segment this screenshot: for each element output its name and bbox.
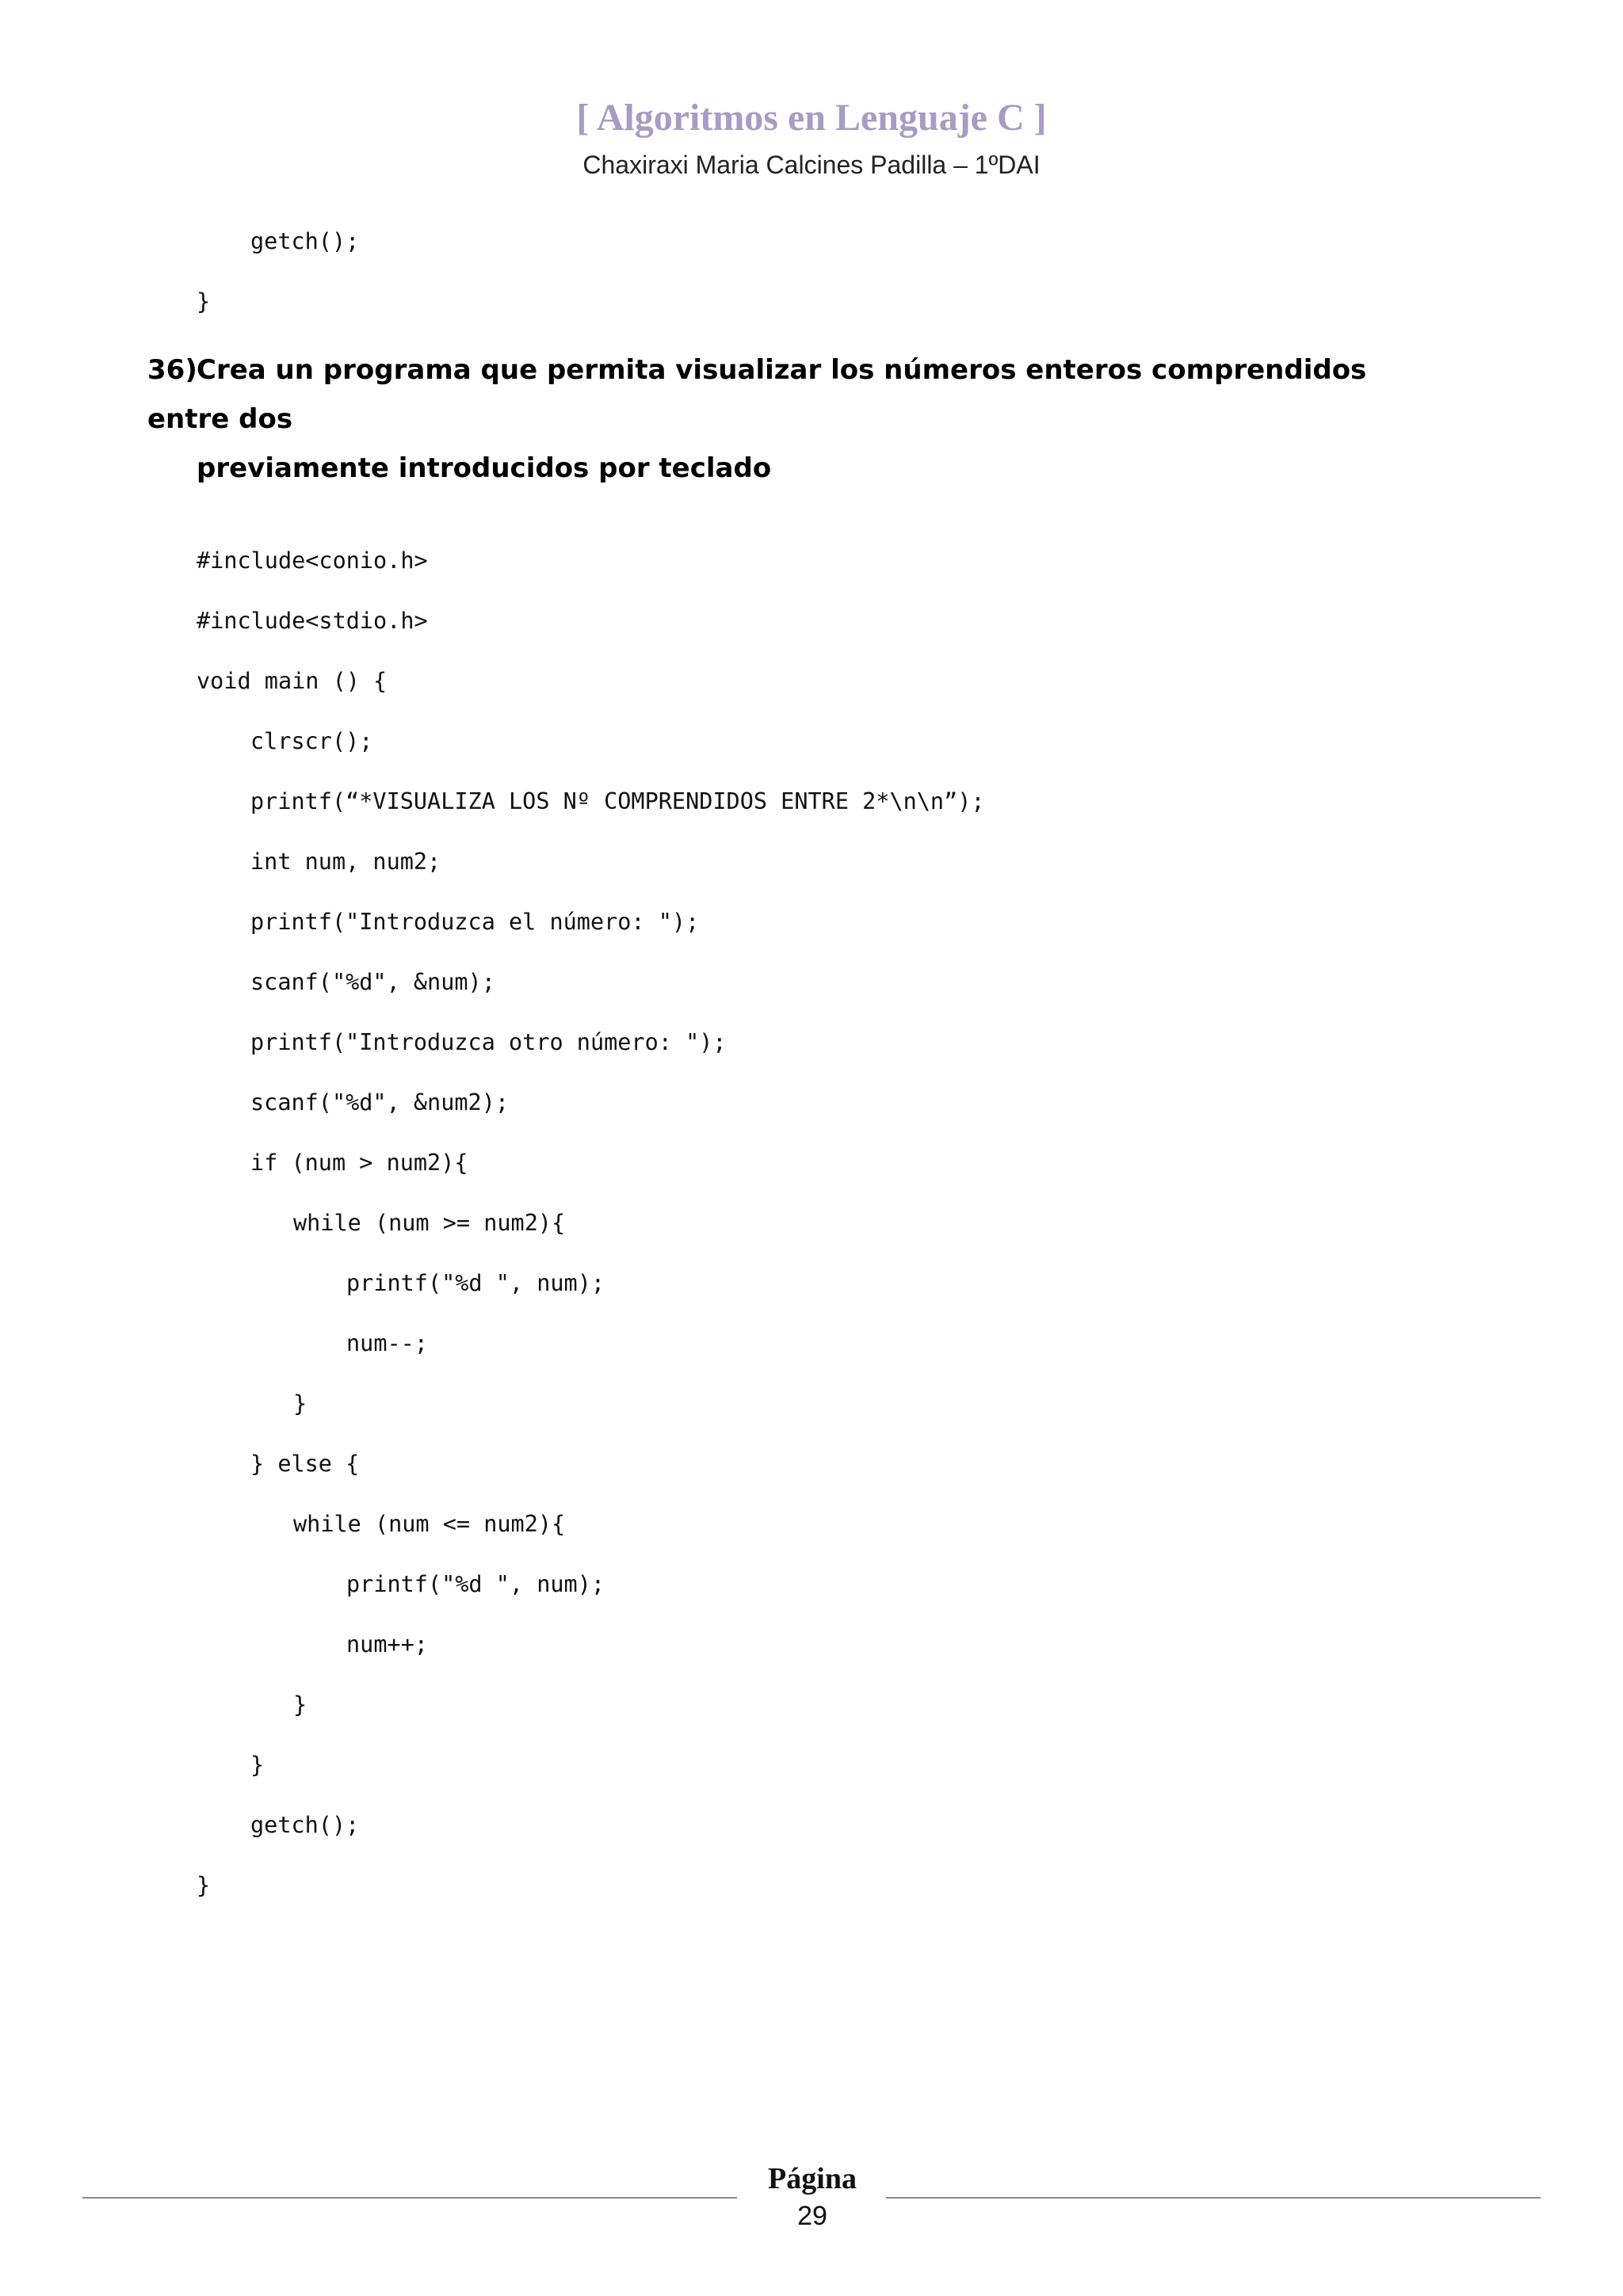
code-line: printf("Introduzca el número: "); bbox=[250, 909, 700, 935]
footer-divider-left bbox=[82, 2197, 737, 2199]
code-line: } bbox=[197, 1872, 211, 1898]
code-line: } else { bbox=[250, 1451, 360, 1477]
code-line: printf(“*VISUALIZA LOS Nº COMPRENDIDOS ENTRE 2*\n\n”); bbox=[250, 788, 985, 814]
code-line: printf("%d ", num); bbox=[346, 1571, 605, 1597]
code-line: while (num <= num2){ bbox=[293, 1511, 566, 1537]
code-line: printf("%d ", num); bbox=[346, 1270, 605, 1296]
code-line: num++; bbox=[346, 1631, 428, 1657]
exercise-statement bbox=[147, 345, 1455, 493]
code-line: while (num >= num2){ bbox=[293, 1210, 566, 1236]
code-line: } bbox=[293, 1390, 307, 1417]
document-title: [ Algoritmos en Lenguaje C ] bbox=[576, 97, 1047, 139]
page-label: Página bbox=[768, 2162, 857, 2195]
code-line: void main () { bbox=[197, 668, 388, 694]
exercise-number: 36) bbox=[147, 354, 197, 386]
code-line: clrscr(); bbox=[250, 728, 373, 754]
code-line: scanf("%d", &num2); bbox=[250, 1089, 510, 1116]
exercise-text-line-2: previamente introducidos por teclado bbox=[197, 452, 772, 484]
page-number: 29 bbox=[797, 2201, 827, 2231]
exercise-text-line-1: Crea un programa que permita visualizar los números enteros comprendidos entre dos bbox=[147, 354, 1367, 435]
code-line: getch(); bbox=[250, 1812, 360, 1838]
code-line: } bbox=[197, 288, 211, 315]
document-author: Chaxiraxi Maria Calcines Padilla – 1ºDAI bbox=[582, 151, 1041, 179]
code-line: num--; bbox=[346, 1330, 428, 1356]
code-line: scanf("%d", &num); bbox=[250, 969, 495, 995]
code-line: #include<conio.h> bbox=[197, 547, 428, 574]
code-line: } bbox=[250, 1752, 265, 1778]
code-line: if (num > num2){ bbox=[250, 1150, 468, 1176]
footer-divider-right bbox=[886, 2197, 1541, 2199]
code-line: int num, num2; bbox=[250, 849, 441, 875]
code-line: } bbox=[293, 1691, 307, 1718]
code-line: #include<stdio.h> bbox=[197, 608, 428, 634]
code-line: getch(); bbox=[250, 228, 360, 254]
code-line: printf("Introduzca otro número: "); bbox=[250, 1029, 727, 1055]
